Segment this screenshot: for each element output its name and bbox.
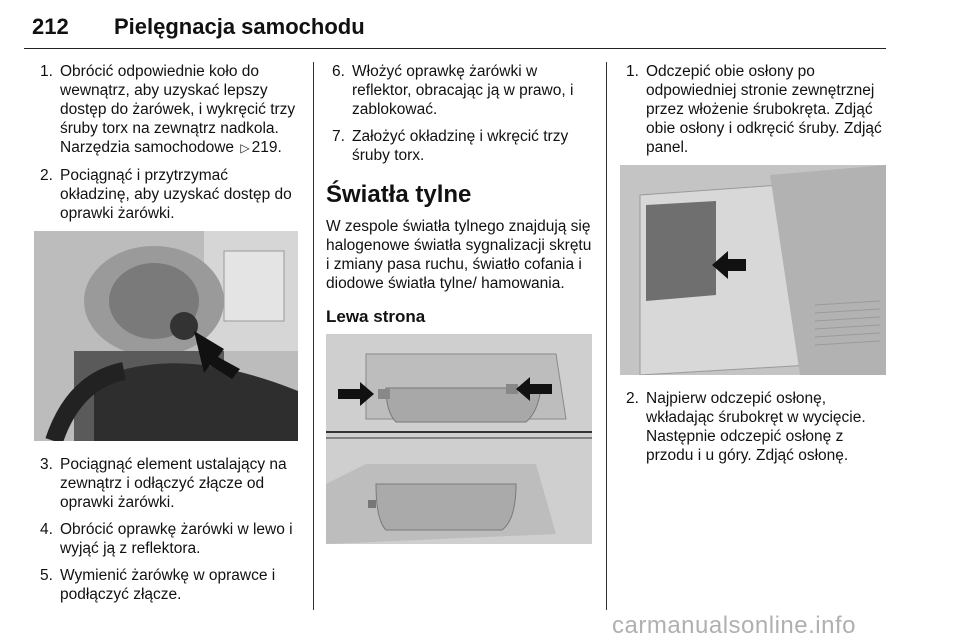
step-number: 1. bbox=[626, 63, 639, 80]
column-divider bbox=[606, 62, 607, 610]
step-number: 2. bbox=[40, 167, 53, 184]
step-number: 5. bbox=[40, 567, 53, 584]
step-number: 2. bbox=[626, 390, 639, 407]
column-right bbox=[620, 62, 890, 473]
figure-trunk-covers bbox=[326, 334, 592, 544]
step-number: 1. bbox=[40, 63, 53, 80]
step-number: 7. bbox=[332, 128, 345, 145]
page-number: 212 bbox=[32, 14, 69, 39]
step-text: Pociągnąć element ustalający na zewnątrz i odłączyć złącze od oprawki żarówki. bbox=[60, 456, 287, 511]
page-header bbox=[24, 4, 886, 49]
column-middle bbox=[326, 62, 594, 558]
step-text: Najpierw odczepić osłonę, wkładając śrubokręt w wycięcie. Następnie odczepić osłonę z przodu i u góry. Zdjąć osłonę. bbox=[646, 390, 866, 464]
figure-headlamp-bulb-holder bbox=[34, 231, 298, 441]
step-item bbox=[34, 166, 302, 223]
step-item bbox=[34, 62, 302, 158]
column-divider bbox=[313, 62, 314, 610]
step-number: 4. bbox=[40, 521, 53, 538]
step-item bbox=[34, 566, 302, 604]
section-title: Pielęgnacja samochodu bbox=[114, 14, 365, 39]
step-text: Obrócić odpowiednie koło do wewnątrz, aby uzyskać lepszy dostęp do żarówek, i wykręcić trzy śruby torx na zewnątrz nadkola. Narzędzia samochodowe bbox=[60, 63, 296, 156]
step-item bbox=[34, 520, 302, 558]
step-item bbox=[620, 62, 890, 157]
heading-tail-lights: Światła tylne bbox=[326, 181, 472, 208]
page-reference[interactable]: 219. bbox=[251, 139, 282, 156]
subheading-left-side: Lewa strona bbox=[326, 307, 426, 326]
step-text: Włożyć oprawkę żarówki w reflektor, obracając ją w prawo, i zablokować. bbox=[352, 63, 574, 118]
step-item bbox=[326, 62, 594, 119]
step-text: Wymienić żarówkę w oprawce i podłączyć złącze. bbox=[60, 567, 276, 603]
step-text: Odczepić obie osłony po odpowiedniej stronie zewnętrznej przez włożenie śrubokręta. Zdjąć obie osłony i odkręcić śruby. Zdjąć panel. bbox=[646, 63, 882, 156]
step-item bbox=[326, 127, 594, 165]
watermark: carmanualsonline.info bbox=[612, 612, 856, 639]
step-item bbox=[620, 389, 890, 465]
step-item bbox=[34, 455, 302, 512]
page-reference-arrow-icon: ▷ bbox=[240, 141, 250, 155]
step-number: 6. bbox=[332, 63, 345, 80]
step-text: Obrócić oprawkę żarówki w lewo i wyjąć ją z reflektora. bbox=[60, 521, 293, 557]
step-number: 3. bbox=[40, 456, 53, 473]
figure-trunk-panel bbox=[620, 165, 886, 375]
step-text: Pociągnąć i przytrzymać okładzinę, aby uzyskać dostęp do oprawki żarówki. bbox=[60, 167, 292, 222]
step-text: Założyć okładzinę i wkręcić trzy śruby torx. bbox=[352, 128, 569, 164]
paragraph-tail-lights: W zespole światła tylnego znajdują się halogenowe światła sygnalizacji skrętu i zmiany pasa ruchu, światło cofania i diodowe światła tylne/ hamowania. bbox=[326, 218, 592, 292]
column-left bbox=[34, 62, 302, 612]
